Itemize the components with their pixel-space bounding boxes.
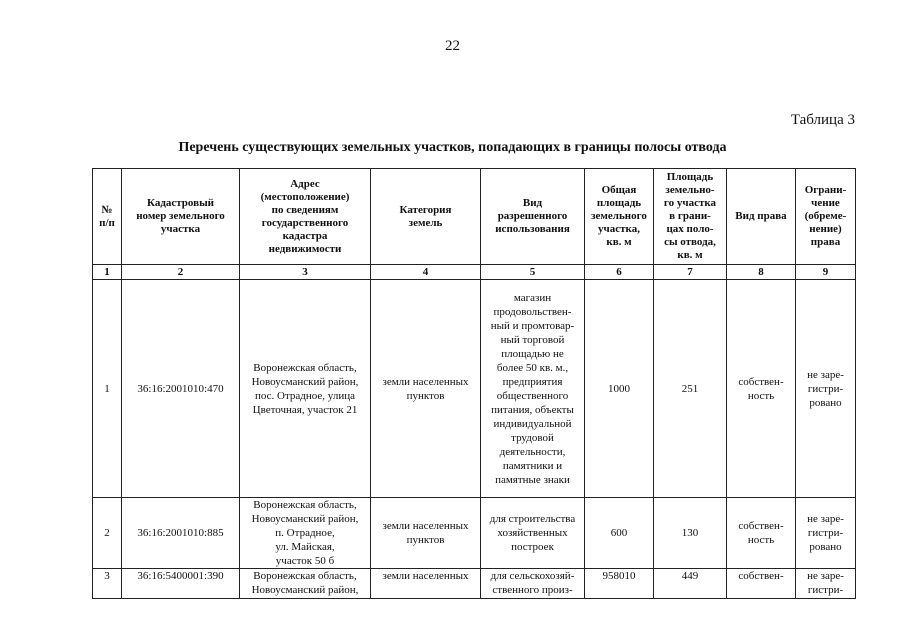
table-reference: Таблица 3 — [790, 112, 855, 128]
cell-address: Воронежская область, Новоусманский район, п. Отрадное, ул. Майская, участок 50 б — [240, 498, 371, 569]
cell-right: собствен- ность — [727, 280, 796, 498]
column-number: 8 — [727, 265, 796, 280]
cell-encumbrance: не заре- гистри- ровано — [796, 280, 856, 498]
page-number: 22 — [445, 38, 460, 54]
column-number: 1 — [93, 265, 122, 280]
document-title: Перечень существующих земельных участков, попадающих в границы полосы отвода — [178, 140, 727, 155]
header-cell-address: Адрес (местоположение) по сведениям государственного кадастра недвижимости — [240, 169, 371, 265]
cell-usage: магазин продовольствен- ный и промтовар- ный торговой площадью не более 50 кв. м., предприятия общественного питания, объекты индивидуальной трудовой деятельности, памятники и памятные знаки — [481, 280, 585, 498]
land-plots-table — [92, 168, 856, 599]
cell-cadastral: 36:16:5400001:390 — [122, 569, 240, 599]
cell-number: 2 — [93, 498, 122, 569]
column-number: 2 — [122, 265, 240, 280]
column-number: 6 — [585, 265, 654, 280]
header-cell-category: Категория земель — [371, 169, 481, 265]
cell-encumbrance: не заре- гистри- — [796, 569, 856, 599]
cell-address: Воронежская область, Новоусманский район, пос. Отрадное, улица Цветочная, участок 21 — [240, 280, 371, 498]
header-cell-total-area: Общая площадь земельного участка, кв. м — [585, 169, 654, 265]
cell-strip-area: 449 — [654, 569, 727, 599]
cell-number: 3 — [93, 569, 122, 599]
column-number: 4 — [371, 265, 481, 280]
column-number: 7 — [654, 265, 727, 280]
cell-usage: для сельскохозяй- ственного произ- — [481, 569, 585, 599]
header-cell-encumbrance: Ограни- чение (обреме- нение) права — [796, 169, 856, 265]
cell-encumbrance: не заре- гистри- ровано — [796, 498, 856, 569]
cell-right: собствен- ность — [727, 498, 796, 569]
column-number: 3 — [240, 265, 371, 280]
cell-total-area: 600 — [585, 498, 654, 569]
header-cell-usage: Вид разрешенного использования — [481, 169, 585, 265]
cell-usage: для строительства хозяйственных построек — [481, 498, 585, 569]
header-cell-cadastral: Кадастровый номер земельного участка — [122, 169, 240, 265]
column-number-row — [93, 265, 856, 280]
cell-category: земли населенных пунктов — [371, 280, 481, 498]
column-number: 5 — [481, 265, 585, 280]
table-row — [93, 498, 856, 569]
cell-category: земли населенных — [371, 569, 481, 599]
header-cell-number: № п/п — [93, 169, 122, 265]
cell-right: собствен- — [727, 569, 796, 599]
column-number: 9 — [796, 265, 856, 280]
cell-strip-area: 251 — [654, 280, 727, 498]
header-cell-right: Вид права — [727, 169, 796, 265]
cell-number: 1 — [93, 280, 122, 498]
table-row — [93, 280, 856, 498]
cell-address: Воронежская область, Новоусманский район, — [240, 569, 371, 599]
cell-total-area: 1000 — [585, 280, 654, 498]
cell-cadastral: 36:16:2001010:885 — [122, 498, 240, 569]
header-row — [93, 169, 856, 265]
header-cell-strip-area: Площадь земельно- го участка в грани- цах поло- сы отвода, кв. м — [654, 169, 727, 265]
cell-total-area: 958010 — [585, 569, 654, 599]
table-row — [93, 569, 856, 599]
cell-cadastral: 36:16:2001010:470 — [122, 280, 240, 498]
cell-strip-area: 130 — [654, 498, 727, 569]
cell-category: земли населенных пунктов — [371, 498, 481, 569]
